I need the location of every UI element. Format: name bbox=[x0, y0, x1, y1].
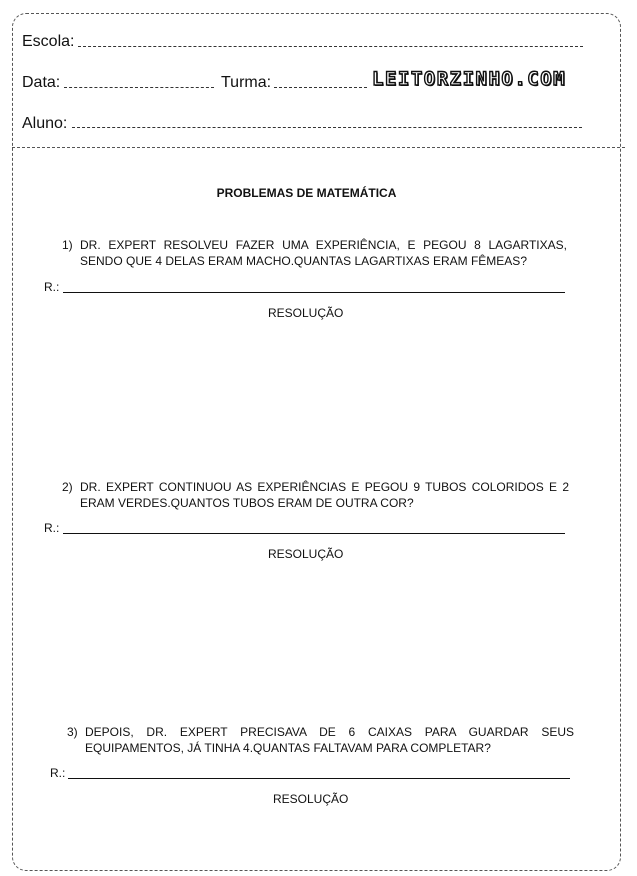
question-2-text bbox=[80, 479, 569, 511]
resolution-label: RESOLUÇÃO bbox=[268, 547, 344, 561]
question-number: 1) bbox=[62, 238, 73, 252]
answer-label: R.: bbox=[44, 280, 60, 294]
question-line: DEPOIS, DR. EXPERT PRECISAVA DE 6 CAIXAS PARA GUARDAR SEUS bbox=[85, 725, 574, 739]
question-line: SENDO QUE 4 DELAS ERAM MACHO.QUANTAS LAGARTIXAS ERAM FÊMEAS? bbox=[80, 254, 527, 268]
question-3-text bbox=[85, 724, 574, 756]
worksheet-title: PROBLEMAS DE MATEMÁTICA bbox=[216, 186, 397, 200]
brand-logo: LEITORZINHO.COM bbox=[372, 68, 567, 90]
question-1-text bbox=[80, 237, 567, 269]
resolution-label: RESOLUÇÃO bbox=[273, 792, 349, 806]
answer-3-field[interactable] bbox=[68, 778, 570, 779]
question-line: ERAM VERDES.QUANTOS TUBOS ERAM DE OUTRA COR? bbox=[80, 496, 414, 510]
answer-2-field[interactable] bbox=[63, 533, 565, 534]
question-number: 2) bbox=[62, 480, 73, 494]
question-line: DR. EXPERT RESOLVEU FAZER UMA EXPERIÊNCIA, E PEGOU 8 LAGARTIXAS, bbox=[80, 238, 567, 252]
student-label: Aluno: bbox=[22, 115, 68, 132]
question-number: 3) bbox=[67, 725, 78, 739]
answer-label: R.: bbox=[50, 766, 66, 780]
question-line: EQUIPAMENTOS, JÁ TINHA 4.QUANTAS FALTAVAM PARA COMPLETAR? bbox=[85, 741, 491, 755]
resolution-label: RESOLUÇÃO bbox=[268, 306, 344, 320]
class-label: Turma: bbox=[221, 74, 272, 91]
school-field[interactable] bbox=[78, 46, 583, 47]
question-line: DR. EXPERT CONTINUOU AS EXPERIÊNCIAS E PEGOU 9 TUBOS COLORIDOS E 2 bbox=[80, 480, 569, 494]
student-field[interactable] bbox=[72, 127, 582, 128]
answer-label: R.: bbox=[44, 521, 60, 535]
header-divider bbox=[12, 147, 625, 148]
date-field[interactable] bbox=[64, 87, 214, 88]
school-label: Escola: bbox=[22, 33, 75, 50]
date-label: Data: bbox=[22, 74, 61, 91]
class-field[interactable] bbox=[274, 87, 367, 88]
answer-1-field[interactable] bbox=[63, 292, 565, 293]
